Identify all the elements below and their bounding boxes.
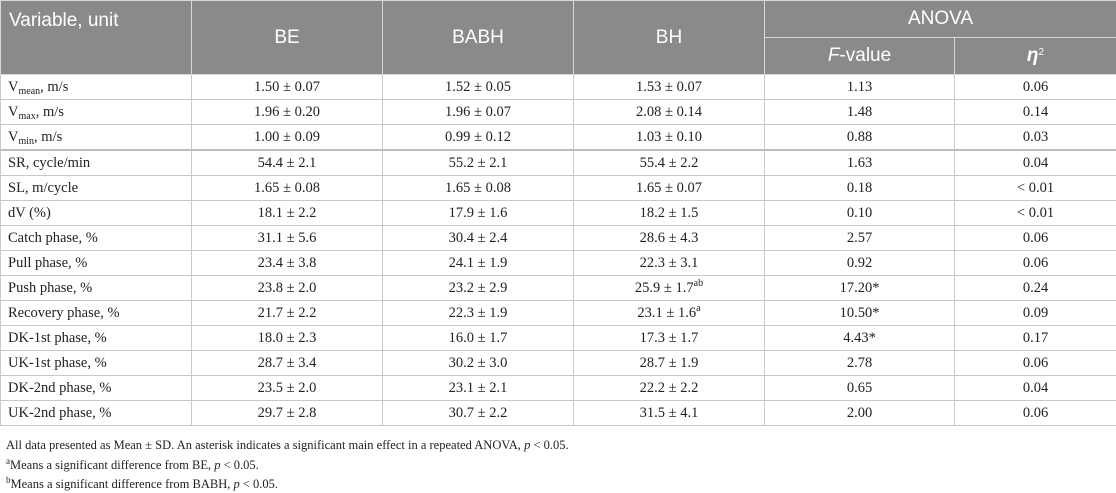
table-row [1, 351, 1116, 376]
cell-eta-squared: 0.06 [955, 226, 1116, 251]
footnote-b-text: Means a significant difference from BABH, [10, 477, 234, 491]
cell-be: 23.4 ± 3.8 [192, 251, 383, 276]
cell-eta-squared: < 0.01 [955, 176, 1116, 201]
cell-babh: 16.0 ± 1.7 [383, 326, 574, 351]
row-label-text: V [8, 103, 19, 120]
cell-babh: 30.4 ± 2.4 [383, 226, 574, 251]
row-label [1, 276, 192, 301]
header-babh: BABH [383, 1, 574, 75]
table-row [1, 226, 1116, 251]
cell-bh [574, 226, 765, 251]
footnote-a-p: p [214, 458, 221, 472]
cell-be: 29.7 ± 2.8 [192, 401, 383, 426]
cell-bh-value: 22.3 ± 3.1 [639, 254, 699, 271]
row-label [1, 75, 192, 100]
cell-bh-value: 1.53 ± 0.07 [636, 78, 702, 95]
row-label [1, 326, 192, 351]
footnote-b-tail: < 0.05. [239, 477, 279, 491]
row-label [1, 301, 192, 326]
table-row [1, 125, 1116, 151]
cell-eta-squared: 0.24 [955, 276, 1116, 301]
table-row [1, 176, 1116, 201]
cell-f-value: 2.57 [765, 226, 955, 251]
footnote-b-mark: b [6, 475, 11, 485]
cell-be: 18.1 ± 2.2 [192, 201, 383, 226]
cell-babh: 23.2 ± 2.9 [383, 276, 574, 301]
header-anova: ANOVA [765, 1, 1116, 38]
f-letter: F [827, 45, 840, 66]
cell-eta-squared: 0.04 [955, 376, 1116, 401]
row-label [1, 376, 192, 401]
row-label-text: V [8, 78, 19, 95]
footnote-b [6, 477, 278, 492]
cell-eta-squared: 0.06 [955, 351, 1116, 376]
row-label-unit: , m/s [40, 78, 69, 95]
footnote-a-mark: a [6, 456, 10, 466]
row-label-text: DK-1st phase, % [8, 329, 107, 346]
cell-bh-value: 25.9 ± 1.7 [634, 279, 694, 296]
eta-symbol: η [1026, 45, 1039, 66]
header-eta-squared [955, 38, 1116, 75]
row-label [1, 176, 192, 201]
cell-babh: 1.65 ± 0.08 [383, 176, 574, 201]
cell-bh-value: 2.08 ± 0.14 [636, 103, 702, 120]
cell-bh-value: 23.1 ± 1.6 [637, 304, 697, 321]
table-row [1, 75, 1116, 100]
cell-f-value: 1.63 [765, 150, 955, 176]
eta-superscript: 2 [1038, 47, 1045, 58]
cell-bh-value: 28.7 ± 1.9 [639, 354, 699, 371]
cell-eta-squared: 0.04 [955, 150, 1116, 176]
row-label-unit: , m/s [34, 128, 63, 145]
table-row [1, 251, 1116, 276]
cell-eta-squared: 0.14 [955, 100, 1116, 125]
footnote-a-text: Means a significant difference from BE, [10, 458, 215, 472]
cell-babh: 55.2 ± 2.1 [383, 150, 574, 176]
header-f-value [765, 38, 955, 75]
row-label-text: SR, cycle/min [8, 154, 91, 171]
cell-bh [574, 351, 765, 376]
footnote-b-p: p [233, 477, 240, 491]
cell-f-value: 0.18 [765, 176, 955, 201]
row-label-text: DK-2nd phase, % [8, 379, 112, 396]
table-row [1, 150, 1116, 176]
cell-babh: 24.1 ± 1.9 [383, 251, 574, 276]
cell-babh: 22.3 ± 1.9 [383, 301, 574, 326]
row-label-text: dV (%) [8, 204, 51, 221]
cell-bh-value: 1.03 ± 0.10 [636, 128, 702, 145]
table-row [1, 376, 1116, 401]
cell-babh: 1.52 ± 0.05 [383, 75, 574, 100]
footnote-a [6, 458, 259, 473]
header-variable: Variable, unit [1, 1, 192, 75]
row-label-subscript: max [18, 110, 36, 122]
cell-f-value: 0.92 [765, 251, 955, 276]
cell-bh [574, 75, 765, 100]
cell-f-value: 0.88 [765, 125, 955, 151]
cell-bh [574, 326, 765, 351]
footnote-a-tail: < 0.05. [220, 458, 259, 472]
cell-babh: 17.9 ± 1.6 [383, 201, 574, 226]
cell-bh-value: 1.65 ± 0.07 [636, 179, 702, 196]
cell-bh [574, 176, 765, 201]
cell-bh [574, 201, 765, 226]
cell-f-value: 1.13 [765, 75, 955, 100]
cell-f-value: 2.78 [765, 351, 955, 376]
row-label-text: Push phase, % [8, 279, 93, 296]
cell-f-value: 1.48 [765, 100, 955, 125]
table-row [1, 276, 1116, 301]
cell-be: 1.50 ± 0.07 [192, 75, 383, 100]
cell-bh [574, 376, 765, 401]
cell-bh-value: 31.5 ± 4.1 [639, 404, 699, 421]
cell-eta-squared: 0.06 [955, 251, 1116, 276]
footnote-main-tail: < 0.05. [530, 438, 569, 452]
cell-bh-value: 28.6 ± 4.3 [639, 229, 699, 246]
cell-eta-squared: 0.17 [955, 326, 1116, 351]
row-label-text: Recovery phase, % [8, 304, 120, 321]
footnote-main-p: p [524, 438, 531, 452]
footnote-main [6, 438, 569, 453]
cell-bh [574, 276, 765, 301]
cell-f-value: 17.20* [765, 276, 955, 301]
table-row [1, 401, 1116, 426]
row-label-subscript: min [18, 135, 35, 147]
row-label [1, 226, 192, 251]
row-label [1, 150, 192, 176]
cell-be: 18.0 ± 2.3 [192, 326, 383, 351]
cell-bh-value: 18.2 ± 1.5 [639, 204, 699, 221]
cell-bh-value: 17.3 ± 1.7 [639, 329, 699, 346]
row-label-text: Pull phase, % [8, 254, 88, 271]
row-label-text: V [8, 128, 19, 145]
cell-bh [574, 100, 765, 125]
row-label-text: UK-2nd phase, % [8, 404, 112, 421]
cell-be: 21.7 ± 2.2 [192, 301, 383, 326]
cell-be: 1.65 ± 0.08 [192, 176, 383, 201]
cell-eta-squared: 0.03 [955, 125, 1116, 151]
cell-bh [574, 301, 765, 326]
table-row [1, 301, 1116, 326]
cell-be: 28.7 ± 3.4 [192, 351, 383, 376]
cell-be: 1.96 ± 0.20 [192, 100, 383, 125]
cell-eta-squared: 0.06 [955, 401, 1116, 426]
cell-eta-squared: < 0.01 [955, 201, 1116, 226]
cell-eta-squared: 0.06 [955, 75, 1116, 100]
table-row [1, 100, 1116, 125]
cell-babh: 1.96 ± 0.07 [383, 100, 574, 125]
cell-babh: 30.2 ± 3.0 [383, 351, 574, 376]
cell-f-value: 2.00 [765, 401, 955, 426]
cell-babh: 0.99 ± 0.12 [383, 125, 574, 151]
row-label-subscript: mean [18, 85, 41, 97]
cell-be: 1.00 ± 0.09 [192, 125, 383, 151]
row-label [1, 100, 192, 125]
row-label [1, 351, 192, 376]
row-label-unit: , m/s [35, 103, 64, 120]
table-row [1, 201, 1116, 226]
cell-be: 31.1 ± 5.6 [192, 226, 383, 251]
cell-be: 54.4 ± 2.1 [192, 150, 383, 176]
cell-bh [574, 251, 765, 276]
cell-bh-value: 22.2 ± 2.2 [639, 379, 699, 396]
cell-bh [574, 125, 765, 151]
cell-f-value: 10.50* [765, 301, 955, 326]
cell-f-value: 4.43* [765, 326, 955, 351]
row-label-text: UK-1st phase, % [8, 354, 107, 371]
cell-bh-superscript: ab [693, 277, 704, 289]
row-label [1, 401, 192, 426]
cell-f-value: 0.65 [765, 376, 955, 401]
table-body [1, 75, 1116, 426]
cell-babh: 23.1 ± 2.1 [383, 376, 574, 401]
footnote-main-text: All data presented as Mean ± SD. An asterisk indicates a significant main effect in a repeated ANOVA, [6, 438, 525, 452]
table-header [1, 1, 1116, 75]
cell-be: 23.8 ± 2.0 [192, 276, 383, 301]
row-label [1, 125, 192, 151]
table-row [1, 326, 1116, 351]
row-label [1, 251, 192, 276]
cell-bh [574, 401, 765, 426]
cell-bh [574, 150, 765, 176]
cell-bh-value: 55.4 ± 2.2 [639, 154, 699, 171]
cell-eta-squared: 0.09 [955, 301, 1116, 326]
cell-babh: 30.7 ± 2.2 [383, 401, 574, 426]
row-label-text: Catch phase, % [8, 229, 98, 246]
row-label [1, 201, 192, 226]
cell-bh-superscript: a [696, 302, 701, 314]
cell-be: 23.5 ± 2.0 [192, 376, 383, 401]
cell-f-value: 0.10 [765, 201, 955, 226]
header-bh: BH [574, 1, 765, 75]
header-be: BE [192, 1, 383, 75]
row-label-text: SL, m/cycle [8, 179, 79, 196]
f-suffix: -value [839, 45, 892, 66]
